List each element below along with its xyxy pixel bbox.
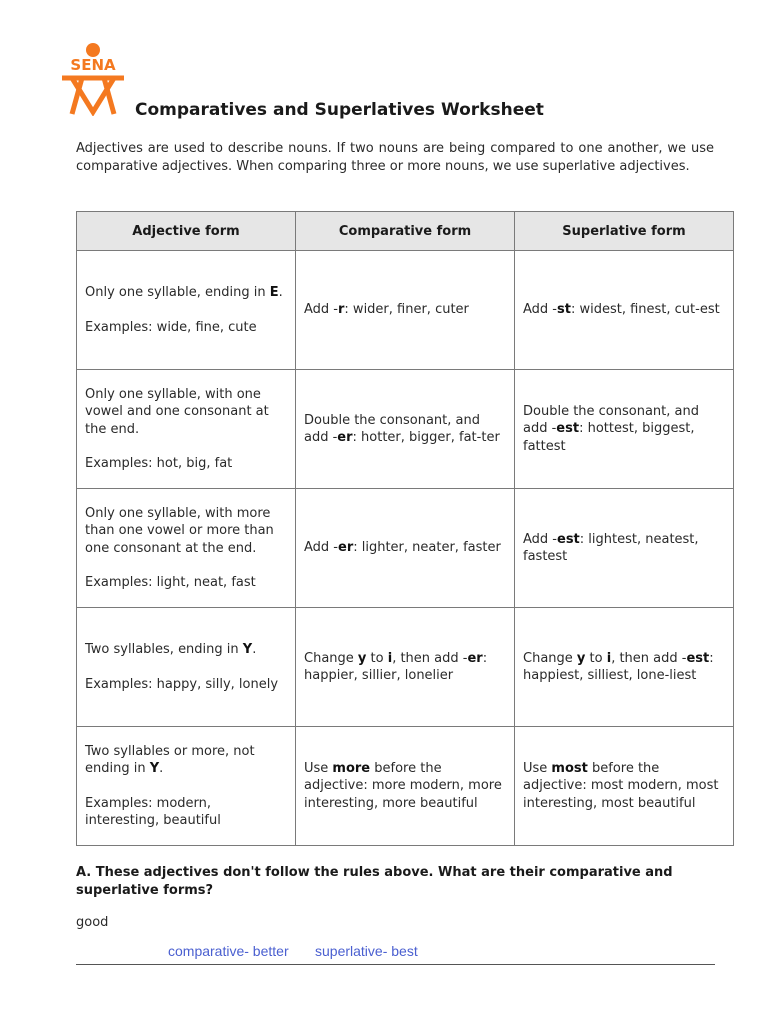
adjective-word: good [76,915,109,930]
examples-text: Examples: hot, big, fat [85,456,233,471]
adjective-cell: Only one syllable, ending in E. Examples: wide, fine, cute [77,251,296,370]
examples-text: Examples: light, neat, fast [85,575,256,590]
table-row [77,251,734,370]
adjective-cell: Two syllables, ending in Y. Examples: happy, silly, lonely [77,608,296,727]
table-header-row [77,212,734,251]
rules-table [76,211,734,846]
sena-logo [58,42,128,116]
superlative-cell: Change y to i, then add -est: happiest, silliest, lone-liest [515,608,734,727]
comparative-cell: Add -r: wider, finer, cuter [296,251,515,370]
examples-text: Examples: wide, fine, cute [85,319,257,335]
header-superlative-form: Superlative form [515,212,734,251]
header-adjective-form: Adjective form [77,212,296,251]
page-title: Comparatives and Superlatives Worksheet [135,100,544,120]
superlative-cell: Add -est: lightest, neatest, fastest [515,489,734,608]
answer-comparative: comparative- better [168,943,289,959]
comparative-cell: Change y to i, then add -er: happier, sillier, lonelier [296,608,515,727]
intro-paragraph: Adjectives are used to describe nouns. If two nouns are being compared to one another, we use comparative adjectives. When comparing three or more nouns, we use superlative adjectives. [76,141,714,174]
table-row [77,727,734,846]
examples-text: Examples: happy, silly, lonely [85,676,279,692]
superlative-cell: Add -st: widest, finest, cut-est [515,251,734,370]
table-row [77,489,734,608]
logo-text: SENA [70,56,116,74]
superlative-cell: Double the consonant, and add -est: hottest, biggest, fattest [515,370,734,489]
table-row [77,370,734,489]
answer-underline [76,964,715,965]
adjective-cell: Two syllables or more, not ending in Y. Examples: modern, interesting, beautiful [77,727,296,846]
comparative-cell: Use more before the adjective: more modern, more interesting, more beautiful [296,727,515,846]
header-comparative-form: Comparative form [296,212,515,251]
comparative-cell: Add -er: lighter, neater, faster [296,489,515,608]
table-row [77,608,734,727]
adjective-cell: Only one syllable, with more than one vowel or more than one consonant at the end. Examples: light, neat, fast [77,489,296,608]
adjective-cell: Only one syllable, with one vowel and one consonant at the end. Examples: hot, big, fat [77,370,296,489]
answer-superlative: superlative- best [315,943,418,959]
comparative-cell: Double the consonant, and add -er: hotter, bigger, fat-ter [296,370,515,489]
superlative-cell: Use most before the adjective: most modern, most interesting, most beautiful [515,727,734,846]
examples-text: Examples: modern, interesting, beautiful [85,795,221,828]
question-a: A. These adjectives don't follow the rules above. What are their comparative and superlative forms? [76,865,673,898]
